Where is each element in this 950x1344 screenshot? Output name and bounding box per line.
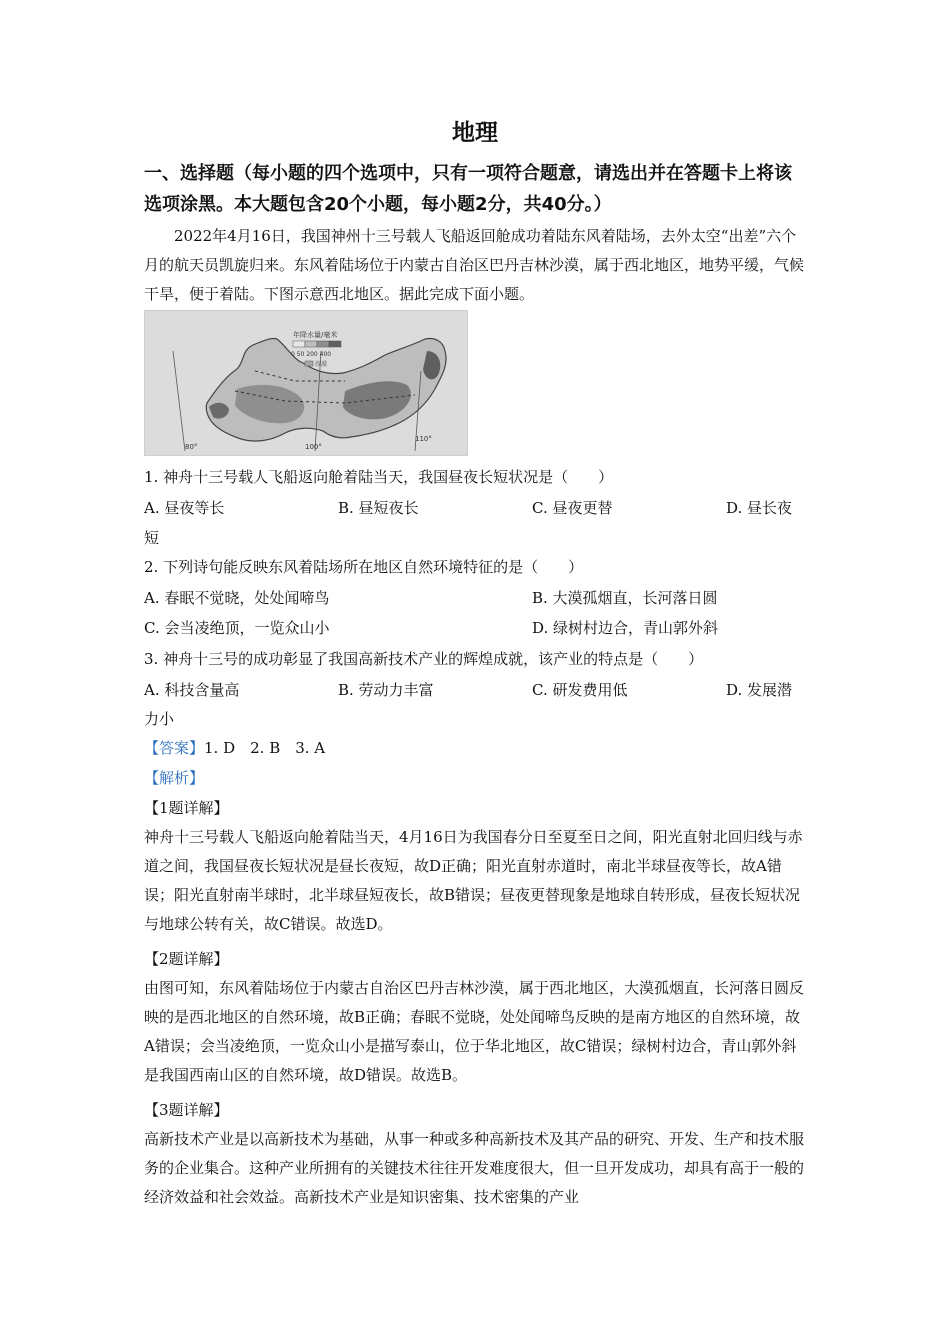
northwest-region-map (144, 310, 468, 456)
legend-swatch (293, 341, 305, 347)
map-figure (145, 311, 467, 455)
question-3-option-b: B. 劳动力丰富 (338, 681, 434, 699)
detail-2-heading: 【2题详解】 (144, 950, 229, 968)
legend-desert-swatch (305, 361, 313, 366)
question-2-option-a: A. 春眠不觉晓，处处闻啼鸟 (144, 589, 330, 607)
question-1-option-d: D. 昼长夜 (726, 499, 793, 517)
question-2-option-b: B. 大漠孤烟直，长河落日圆 (532, 589, 718, 607)
detail-2-text: 由图可知，东风着陆场位于内蒙古自治区巴丹吉林沙漠，属于西北地区，大漠孤烟直，长河落日圆反映的是西北地区的自然环境，故B正确；春眠不觉晓，处处闻啼鸟反映的是南方地区的自然环境，故A错误；会当凌绝顶，一览众山小是描写泰山，位于华北地区，故C错误；绿树村边合，青山郭外斜是我国西南山区的自然环境，故D错误。故选B。 (144, 979, 805, 1084)
detail-3-heading: 【3题详解】 (144, 1101, 229, 1119)
detail-1-heading: 【1题详解】 (144, 799, 229, 817)
legend-swatch (317, 341, 329, 347)
question-3-option-d: D. 发展潜 (726, 681, 793, 699)
question-2-option-d: D. 绿树村边合，青山郭外斜 (532, 619, 719, 637)
answer-line (144, 735, 325, 761)
legend-scale: 0 50 200 400 (291, 351, 332, 358)
section-heading: 一、选择题（每小题的四个选项中，只有一项符合题意，请选出并在答题卡上将该选项涂黑。本大题包含20个小题，每小题2分，共40分。） (144, 163, 792, 215)
legend-title: 年降水量/毫米 (293, 331, 338, 339)
page-title: 地理 (452, 120, 498, 146)
intro-paragraph: 2022年4月16日，我国神州十三号载人飞船返回舱成功着陆东风着陆场，去外太空“出差”六个月的航天员凯旋归来。东风着陆场位于内蒙古自治区巴丹吉林沙漠，属于西北地区，地势平缓，气候干旱，便于着陆。下图示意西北地区。据此完成下面小题。 (144, 227, 805, 303)
question-1-option-c: C. 昼夜更替 (532, 499, 613, 517)
detail-3-text: 高新技术产业是以高新技术为基础，从事一种或多种高新技术及其产品的研究、开发、生产和技术服务的企业集合。这种产业所拥有的关键技术往往开发难度很大，但一旦开发成功，却具有高于一般的经济效益和社会效益。高新技术产业是知识密集、技术密集的产业 (144, 1130, 805, 1206)
lon-label: 80° (185, 443, 198, 451)
question-1-option-d-wrap: 短 (144, 529, 160, 547)
lon-label: 110° (415, 435, 432, 443)
answer-text: 1. D 2. B 3. A (204, 739, 326, 757)
legend-swatch (329, 341, 341, 347)
question-2-stem: 2. 下列诗句能反映东风着陆场所在地区自然环境特征的是（ ） (144, 558, 584, 576)
question-1-option-a: A. 昼夜等长 (144, 499, 225, 517)
question-3-option-a: A. 科技含量高 (144, 681, 240, 699)
question-1-stem: 1. 神舟十三号载人飞船返向舱着陆当天，我国昼夜长短状况是（ ） (144, 468, 614, 486)
detail-1-text: 神舟十三号载人飞船返向舱着陆当天，4月16日为我国春分日至夏至日之间，阳光直射北回归线与赤道之间，我国昼夜长短状况是昼长夜短，故D正确；阳光直射赤道时，南北半球昼夜等长，故A错误；阳光直射南半球时，北半球昼短夜长，故B错误；昼夜更替现象是地球自转形成，昼夜长短状况与地球公转有关，故C错误。故选D。 (144, 828, 803, 933)
question-3-option-c: C. 研发费用低 (532, 681, 628, 699)
question-1-option-b: B. 昼短夜长 (338, 499, 419, 517)
legend-swatch (305, 341, 317, 347)
legend-desert-label: 沙漠 (315, 361, 328, 368)
question-2-option-c: C. 会当凌绝顶，一览众山小 (144, 619, 330, 637)
question-3-stem: 3. 神舟十三号的成功彰显了我国高新技术产业的辉煌成就，该产业的特点是（ ） (144, 650, 704, 668)
question-3-option-d-wrap: 力小 (144, 710, 175, 728)
analysis-label: 【解析】 (144, 769, 205, 787)
lon-label: 100° (305, 443, 322, 451)
answer-label: 【答案】 (144, 739, 205, 757)
